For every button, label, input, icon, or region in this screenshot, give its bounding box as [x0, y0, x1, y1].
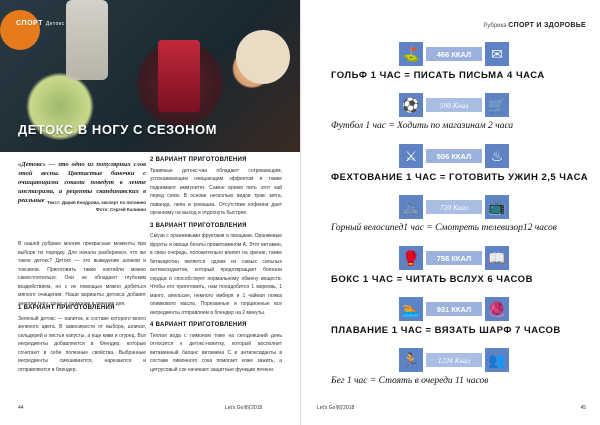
article-column-1	[18, 300, 146, 377]
icon-row	[399, 246, 599, 270]
milk-jar-image	[66, 0, 108, 80]
golf-icon: ⛳	[399, 42, 423, 66]
author-credit: Текст: Дария Кондрова, эксперт по питанию	[47, 200, 146, 205]
kcal-badge: 720 Ккал	[426, 200, 482, 214]
apple-half-image	[236, 30, 290, 84]
calorie-equation: ГОЛЬФ 1 ЧАС = ПИСАТЬ ПИСЬМА 4 ЧАСА	[331, 70, 545, 81]
running-icon: 🏃	[399, 348, 423, 372]
variant-3-text: Смузи с оранжевыми фруктами и овощами. Оранжевые фрукты и овощи богаты провитамином А. Этот витамин, в свою очередь, положительно влияет на зрение, также бетакаротин является одним из самых сильных антиоксидантов, который предотвращает болезни сердца и способствует нормальному обмену веществ. Чтобы его приготовить, нам понадобится 1 морковь, 1 манго, апельсин, немного имбиря и 1 чайная ложка оливкового масла. Порезанные и порционные все ингредиенты отправляем в блендер на 2 минуты.	[150, 233, 282, 316]
article-column-2	[150, 152, 282, 377]
kcal-badge: 466 ККАЛ	[426, 47, 482, 61]
variant-3-heading: 3 ВАРИАНТ ПРИГОТОВЛЕНИЯ	[150, 222, 247, 229]
calorie-equation: ФЕХТОВАНИЕ 1 ЧАС = ГОТОВИТЬ УЖИН 2,5 ЧАСА	[331, 172, 589, 183]
icon-row	[399, 297, 599, 321]
page-number-left: 44	[18, 405, 24, 411]
calorie-equation: Горный велосипед1 час = Смотреть телевизор12 часов	[331, 223, 557, 233]
icon-row	[399, 144, 599, 168]
variant-1-heading: 1 ВАРИАНТ ПРИГОТОВЛЕНИЯ	[18, 305, 115, 311]
photo-credit: Фото: Сергей Калинин	[95, 206, 146, 212]
boxing-icon: 🥊	[399, 246, 423, 270]
red-juice-glass-image	[158, 40, 200, 112]
variant-2-heading: 2 ВАРИАНТ ПРИГОТОВЛЕНИЯ	[150, 157, 247, 163]
article-title: ДЕТОКС В НОГУ С СЕЗОНОМ	[18, 122, 217, 137]
article-credits	[26, 200, 146, 213]
kcal-badge: 1224 Ккал	[426, 353, 482, 367]
variant-1-text: Зеленый детокс — напиток, в составе которого много зеленого цвета. В зависимости от выбора, шпинат, сельдерей и листья капусты, а еще киви и огурец. Все ингредиенты добавляются в блендер, которые сочетают в себе полезные свойства. Выбранные ингредиенты смешиваются, нарезаются и отправляются в блендер.	[18, 315, 146, 373]
kcal-badge: 590 Ккал	[426, 98, 482, 112]
kcal-badge: 506 ККАЛ	[426, 149, 482, 163]
right-page	[300, 0, 600, 425]
yarn-icon: 🧶	[485, 297, 509, 321]
tv-icon: 📺	[485, 195, 509, 219]
magazine-footer-left: Let's Go!|6|'2018	[225, 405, 263, 411]
book-icon: 📖	[485, 246, 509, 270]
queue-icon: 👥	[485, 348, 509, 372]
orange-slice-image	[0, 10, 40, 50]
kcal-badge: 931 ККАЛ	[426, 302, 482, 316]
kcal-badge: 758 ККАЛ	[426, 251, 482, 265]
page-number-right: 45	[580, 405, 586, 411]
article-intro: В нашей рубрике многие прекрасные моменты при выборе по порядку. Для начала разберемся, что же такое детокс? Детокс — это выведение шлаков и токсинов. Приготовить такие коктейли можно самостоятельно. Они не обладают глубоким воздействием, но с их помощью можно добиться мягкого очищения. Наши варианты детокса добавят энергии телу, тонус и гармонии в течение дня.	[18, 241, 146, 307]
magazine-footer-right: Let's Go!|6|'2018	[317, 405, 355, 411]
football-icon: ⚽	[399, 93, 423, 117]
bicycle-icon: 🚲	[399, 195, 423, 219]
section-kicker: СПОРТ Детокс	[16, 20, 65, 27]
envelope-icon: ✉	[485, 42, 509, 66]
rubric-header: Рубрика СПОРТ И ЗДОРОВЬЕ	[483, 22, 586, 29]
icon-row	[399, 195, 599, 219]
article-lead: «Детокс» — это одно из популярных слов этой весны. Цветастые баночки с очищающими соками поведут в ленте инстаграма, а рецепты скандинавских в реальные	[18, 161, 146, 204]
cooking-pot-icon: ♨	[485, 144, 509, 168]
icon-row	[399, 348, 599, 372]
calorie-equation: ПЛАВАНИЕ 1 ЧАС = ВЯЗАТЬ ШАРФ 7 ЧАСОВ	[331, 325, 561, 336]
calorie-equation: Бег 1 час = Стоять в очереди 11 часов	[331, 376, 489, 386]
variant-4-heading: 4 ВАРИАНТ ПРИГОТОВЛЕНИЯ	[150, 322, 247, 328]
calorie-equation: БОКС 1 ЧАС = ЧИТАТЬ ВСЛУХ 6 ЧАСОВ	[331, 274, 533, 285]
swimming-icon: 🏊	[399, 297, 423, 321]
variant-4-text: Теплая вода с лимоном тоже на сегодняшний день относится к детокс-напитку, который восполнит витаминный баланс витамина С и антиоксиданты в составе лимонного сока помогает коже зажить, а цитрусовый сок начинает защитные функции печени.	[150, 332, 282, 373]
fencing-icon: ⚔	[399, 144, 423, 168]
calorie-equation: Футбол 1 час = Ходить по магазинам 2 часа	[331, 121, 514, 131]
variant-2-text: Травяные детокс-чаи обладают согревающим, успокаивающим очищающим эффектом и также поднимают иммунитет. Самое время пить этот чай перед сном. В основе несколько видов трав: мята, лаванда, липа и ромашка. Отсутствие кофеина дает организму на выход и отдохнуть быстрее.	[150, 167, 282, 216]
shopping-icon: 🛒	[485, 93, 509, 117]
icon-row	[399, 93, 599, 117]
icon-row	[399, 42, 599, 66]
hero-photo	[0, 0, 300, 152]
